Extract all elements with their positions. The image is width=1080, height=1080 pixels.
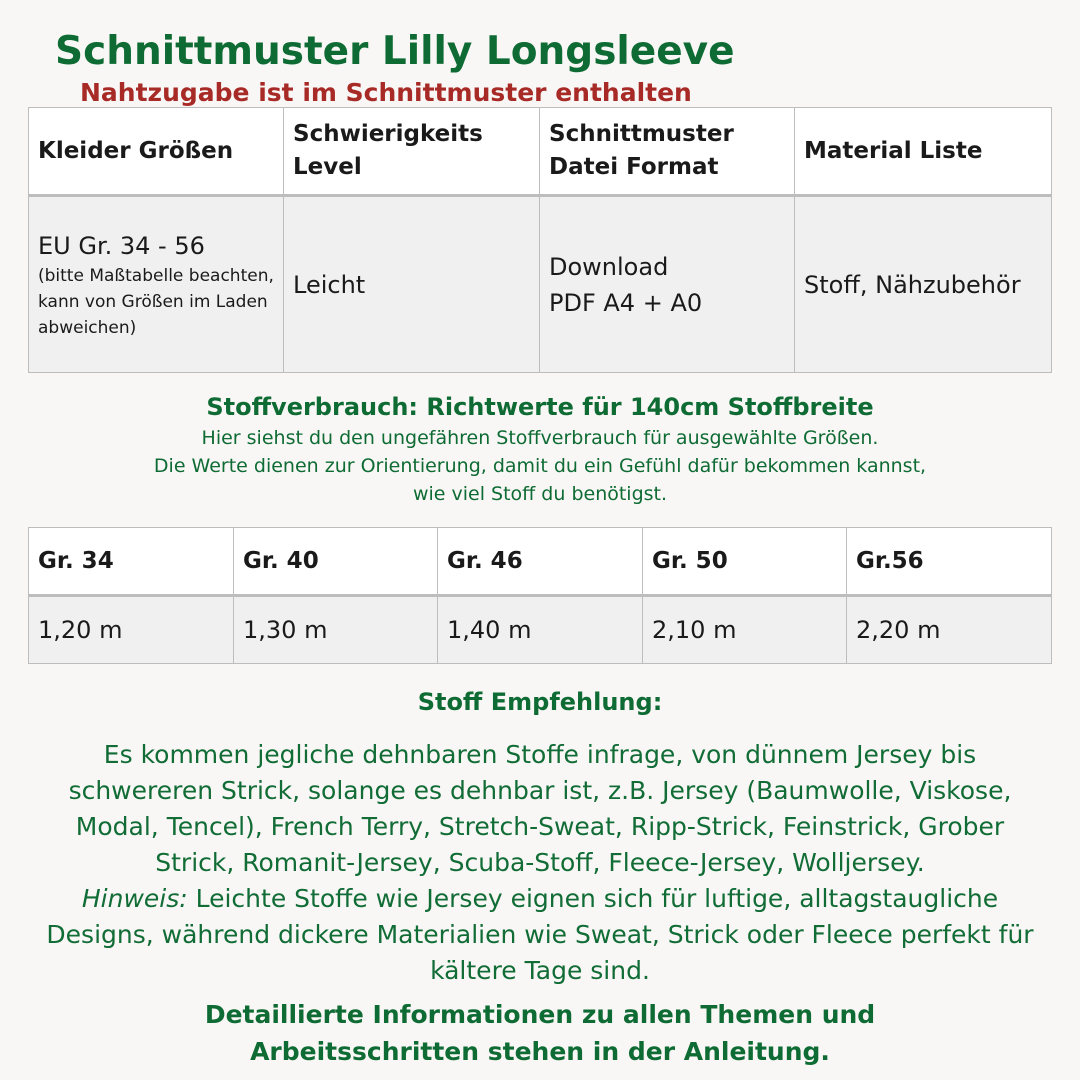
fabric-usage-table [28,527,1052,664]
value-cell-material: Stoff, Nähzubehör [795,196,1052,373]
hint-line [0,881,1080,917]
value-cell-format [540,196,795,373]
size-cell: Gr.56 [847,528,1052,596]
hint-label: Hinweis: [81,884,188,913]
pattern-info-value-row [29,196,1052,373]
header-cell-format: Schnittmuster Datei Format [540,108,795,196]
seam-allowance-note: Nahtzugabe ist im Schnittmuster enthalten [80,78,692,107]
amount-cell: 1,20 m [29,596,234,664]
hint-line: kältere Tage sind. [430,956,650,985]
header-cell-sizes: Kleider Größen [29,108,284,196]
size-cell: Gr. 34 [29,528,234,596]
size-cell: Gr. 50 [643,528,847,596]
header-cell-material: Material Liste [795,108,1052,196]
pattern-info-header-row [29,108,1052,196]
amount-cell: 2,20 m [847,596,1052,664]
value-cell-sizes [29,196,284,373]
size-cell: Gr. 46 [438,528,643,596]
recommendation-line: Modal, Tencel), French Terry, Stretch-Sweat, Ripp-Strick, Feinstrick, Grober [75,812,1005,841]
size-cell: Gr. 40 [234,528,438,596]
header-cell-level: Schwierigkeits Level [284,108,540,196]
recommendation-line: schwereren Strick, solange es dehnbar ist, z.B. Jersey (Baumwolle, Viskose, [68,776,1012,805]
recommendation-line: Strick, Romanit-Jersey, Scuba-Stoff, Fleece-Jersey, Wolljersey. [155,848,925,877]
pattern-info-table [28,107,1052,373]
hint-line: Designs, während dickere Materialien wie Sweat, Strick oder Fleece perfekt für [46,920,1034,949]
intro-line: Hier siehst du den ungefähren Stoffverbrauch für ausgewählte Größen. [201,427,879,449]
intro-line: Die Werte dienen zur Orientierung, damit du ein Gefühl dafür bekommen kannst, [153,455,927,477]
footer-note [0,996,1080,1070]
format-line-1: Download [549,252,669,281]
amount-cell: 1,40 m [438,596,643,664]
hint-text: Leichte Stoffe wie Jersey eignen sich für luftige, alltagstaugliche [187,884,999,913]
intro-line: wie viel Stoff du benötigst. [412,483,668,505]
recommendation-heading: Stoff Empfehlung: [417,688,663,716]
value-cell-level: Leicht [284,196,540,373]
amount-cell: 1,30 m [234,596,438,664]
recommendation-text [0,737,1080,989]
footer-line: Detaillierte Informationen zu allen Themen und [204,1000,876,1029]
recommendation-line: Es kommen jegliche dehnbaren Stoffe infrage, von dünnem Jersey bis [103,740,977,769]
fabric-amount-row [29,596,1052,664]
fabric-size-row [29,528,1052,596]
fabric-usage-heading: Stoffverbrauch: Richtwerte für 140cm Stoffbreite [206,393,874,421]
format-line-2: PDF A4 + A0 [549,288,703,317]
sizes-range: EU Gr. 34 - 56 [38,231,205,260]
amount-cell: 2,10 m [643,596,847,664]
page-title: Schnittmuster Lilly Longsleeve [55,29,735,74]
footer-line: Arbeitsschritten stehen in der Anleitung. [250,1037,830,1066]
sizes-note: (bitte Maßtabelle beachten, kann von Größen im Laden abweichen) [38,265,274,338]
fabric-usage-intro [0,424,1080,508]
